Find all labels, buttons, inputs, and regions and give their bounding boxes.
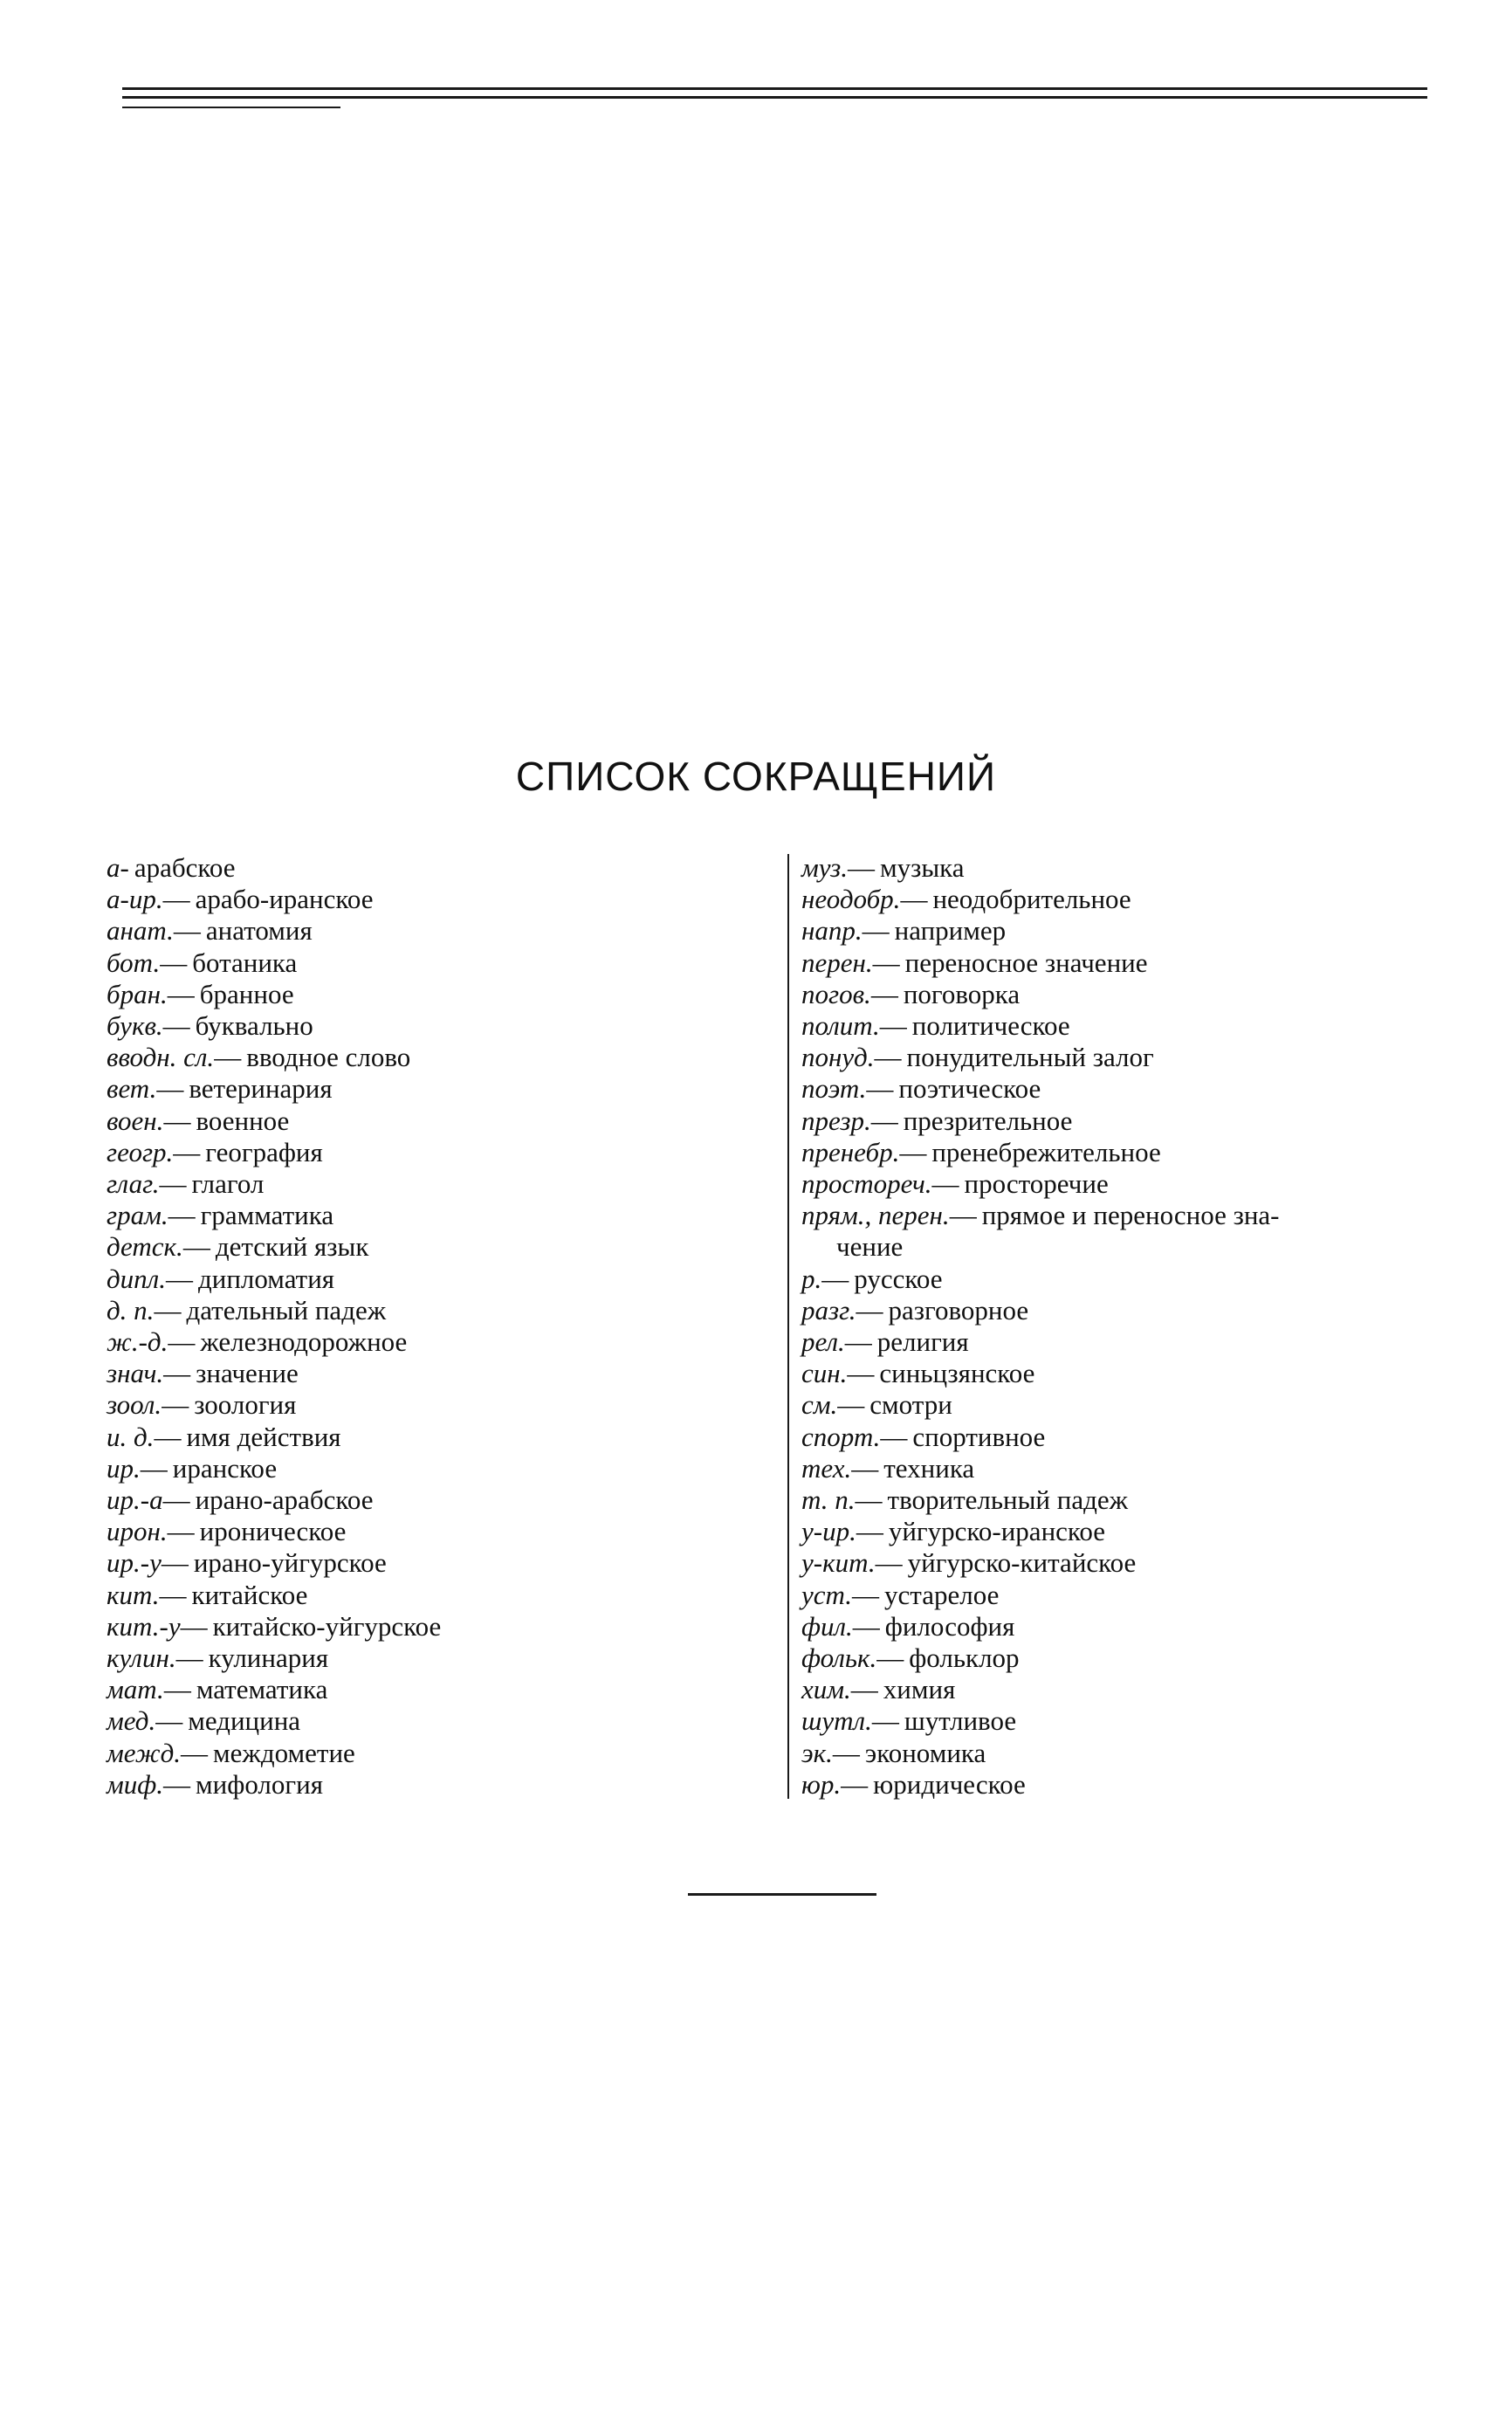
- separator-dash: —: [163, 1358, 191, 1389]
- abbreviation: шутл.: [801, 1705, 872, 1737]
- abbreviation-meaning: дипломатия: [197, 1263, 335, 1294]
- abbreviation: букв.: [107, 1010, 163, 1042]
- abbreviation: эк.: [801, 1737, 833, 1768]
- separator-dash: —: [847, 852, 875, 883]
- separator-dash: —: [931, 1168, 959, 1200]
- abbreviation-entry: [107, 1010, 770, 1042]
- abbreviation: простореч.: [801, 1168, 932, 1200]
- abbreviation-meaning: презрительное: [903, 1105, 1073, 1136]
- abbreviation-meaning: философия: [884, 1610, 1015, 1642]
- abbreviation-entry: [107, 1738, 770, 1769]
- abbreviation: детск.: [107, 1231, 183, 1263]
- separator-dash: —: [832, 1737, 860, 1768]
- abbreviation-entry: [801, 1105, 1500, 1137]
- separator-dash: —: [850, 1674, 878, 1705]
- abbreviation-meaning: ирано-арабское: [195, 1484, 374, 1516]
- abbreviation-entry: [107, 1453, 770, 1484]
- abbreviation-entry: [107, 852, 770, 884]
- abbreviation-meaning: ботаника: [192, 947, 298, 978]
- bottom-rule: [688, 1893, 876, 1896]
- abbreviation-meaning: творительный падеж: [887, 1484, 1129, 1516]
- abbreviation-entry: [107, 1295, 770, 1326]
- abbreviation-meaning: синьцзянское: [879, 1358, 1035, 1389]
- abbreviation-entry: [801, 1738, 1500, 1769]
- abbreviation: презр.: [801, 1105, 871, 1136]
- abbreviation-meaning: ироническое: [199, 1516, 347, 1547]
- abbreviation-entry: [801, 1769, 1500, 1801]
- abbreviation: уст.: [801, 1579, 853, 1610]
- separator-dash: —: [847, 1358, 875, 1389]
- abbreviation-entry: [801, 979, 1500, 1010]
- abbreviation: пренебр.: [801, 1136, 900, 1167]
- abbreviation-meaning: смотри: [869, 1389, 952, 1421]
- abbreviation: а-: [107, 852, 129, 883]
- separator-dash: —: [852, 1579, 880, 1610]
- abbreviation-meaning: медицина: [188, 1705, 301, 1737]
- abbreviation-meaning: китайско-уйгурское: [212, 1610, 442, 1642]
- abbreviation-entry: [107, 1231, 770, 1263]
- abbreviation-meaning: устарелое: [884, 1579, 1000, 1610]
- separator-dash: —: [168, 1200, 196, 1231]
- abbreviation-entry: [801, 1611, 1500, 1642]
- abbreviation-entry: [801, 1326, 1500, 1358]
- abbreviation-entry: [801, 1358, 1500, 1389]
- separator-dash: —: [844, 1326, 872, 1358]
- abbreviation: бот.: [107, 947, 161, 978]
- abbreviation-meaning: ирано-уйгурское: [193, 1547, 387, 1579]
- abbreviation: ир.-а: [107, 1484, 163, 1516]
- abbreviation-entry: [801, 852, 1500, 884]
- abbreviation-meaning: анатомия: [205, 915, 313, 947]
- abbreviation: у-кит.: [801, 1547, 876, 1579]
- abbreviation-entry: [801, 947, 1500, 979]
- separator-dash: —: [870, 1105, 898, 1136]
- abbreviation-entry: [107, 1389, 770, 1421]
- abbreviation: геогр.: [107, 1136, 174, 1167]
- abbreviation-meaning: поэтическое: [898, 1073, 1041, 1105]
- abbreviation-meaning: пренебрежительное: [931, 1136, 1161, 1167]
- abbreviation-entry: [107, 1642, 770, 1674]
- abbreviation-meaning: разговорное: [888, 1294, 1029, 1326]
- abbreviation-meaning: например: [894, 915, 1007, 947]
- abbreviation-meaning: техника: [883, 1452, 975, 1484]
- abbreviation-meaning: китайское: [191, 1579, 308, 1610]
- abbreviation-meaning: глагол: [191, 1168, 265, 1200]
- separator-dash: —: [160, 947, 188, 978]
- separator-dash: —: [154, 1421, 182, 1452]
- abbreviation-entry: [801, 1073, 1500, 1105]
- separator-dash: —: [856, 1516, 883, 1547]
- abbreviation: понуд.: [801, 1042, 875, 1073]
- abbreviation-meaning: арабо-иранское: [195, 884, 374, 915]
- separator-dash: —: [876, 1642, 904, 1674]
- abbreviation-entry: [801, 1580, 1500, 1611]
- abbreviation: грам.: [107, 1200, 168, 1231]
- abbreviation-meaning: экономика: [864, 1737, 986, 1768]
- abbreviation-meaning: военное: [196, 1105, 290, 1136]
- separator-dash: —: [874, 1042, 902, 1073]
- abbreviation-meaning: переносное значение: [904, 947, 1148, 978]
- separator-dash: —: [856, 1294, 883, 1326]
- abbreviation: разг.: [801, 1294, 856, 1326]
- separator-dash: —: [855, 1484, 883, 1516]
- abbreviation-entry: [801, 1389, 1500, 1421]
- separator-dash: —: [880, 1421, 908, 1452]
- abbreviation-entry: [107, 1516, 770, 1547]
- separator-dash: —: [872, 947, 900, 978]
- abbreviation-entry: [107, 1547, 770, 1579]
- separator-dash: —: [841, 1768, 869, 1800]
- abbreviation: хим.: [801, 1674, 851, 1705]
- separator-dash: —: [168, 1326, 196, 1358]
- abbreviation-entry: [801, 1200, 1500, 1263]
- abbreviation-meaning: кулинария: [208, 1642, 329, 1674]
- abbreviation-entry: [107, 1326, 770, 1358]
- abbreviation-meaning: уйгурско-китайское: [907, 1547, 1137, 1579]
- abbreviation: напр.: [801, 915, 863, 947]
- separator-dash: —: [167, 978, 195, 1009]
- abbreviation: у-ир.: [801, 1516, 856, 1547]
- separator-dash: —: [155, 1705, 183, 1737]
- separator-dash: —: [899, 1136, 927, 1167]
- separator-dash: —: [154, 1294, 182, 1326]
- separator-dash: —: [162, 1389, 189, 1421]
- abbreviation: спорт.: [801, 1421, 881, 1452]
- abbreviation: мат.: [107, 1674, 164, 1705]
- abbreviation-meaning: зоология: [194, 1389, 297, 1421]
- abbreviation: воен.: [107, 1105, 164, 1136]
- abbreviation: знач.: [107, 1358, 164, 1389]
- abbreviation-meaning: спортивное: [912, 1421, 1046, 1452]
- abbreviation-entry: [107, 1611, 770, 1642]
- abbreviation-meaning: политическое: [911, 1010, 1070, 1042]
- abbreviation-entry: [107, 947, 770, 979]
- abbreviation: бран.: [107, 978, 168, 1009]
- separator-dash: —: [140, 1452, 168, 1484]
- separator-dash: —: [162, 884, 190, 915]
- abbreviation: глаг.: [107, 1168, 160, 1200]
- abbreviation-entry: [107, 1042, 770, 1073]
- abbreviation-entry: [107, 1705, 770, 1737]
- abbreviation-meaning: прямое и переносное зна-: [981, 1200, 1280, 1231]
- abbreviation-entry: [107, 1200, 770, 1231]
- abbreviation-meaning: вводное слово: [246, 1042, 411, 1073]
- separator-dash: —: [182, 1231, 210, 1263]
- abbreviation-meaning: шутливое: [904, 1705, 1017, 1737]
- separator-dash: —: [162, 1484, 190, 1516]
- abbreviation-entry: [801, 915, 1500, 947]
- abbreviation-meaning: поговорка: [903, 978, 1021, 1009]
- abbreviation-meaning: бранное: [199, 978, 294, 1009]
- abbreviation-entry: [107, 1137, 770, 1168]
- abbreviation-entry: [107, 1168, 770, 1200]
- abbreviation: ирон.: [107, 1516, 168, 1547]
- abbreviation: ж.-д.: [107, 1326, 168, 1358]
- abbreviation: ир.: [107, 1452, 141, 1484]
- abbreviation-meaning: значение: [196, 1358, 299, 1389]
- abbreviation: д. п.: [107, 1294, 155, 1326]
- abbreviation-entry: [801, 1642, 1500, 1674]
- separator-dash: —: [159, 1579, 187, 1610]
- abbreviation-entry: [801, 884, 1500, 915]
- abbreviation: р.: [801, 1263, 822, 1294]
- abbreviation: перен.: [801, 947, 873, 978]
- abbreviation-entry: [801, 1547, 1500, 1579]
- abbreviation-entry: [801, 1516, 1500, 1547]
- separator-dash: —: [875, 1547, 903, 1579]
- separator-dash: —: [870, 978, 898, 1009]
- abbreviation-meaning: география: [205, 1136, 323, 1167]
- abbreviation-entry: [107, 1073, 770, 1105]
- abbreviation: миф.: [107, 1768, 164, 1800]
- abbreviation-entry: [107, 1358, 770, 1389]
- abbreviation: муз.: [801, 852, 848, 883]
- abbreviation-entry: [801, 1264, 1500, 1295]
- abbreviation: зоол.: [107, 1389, 162, 1421]
- abbreviation-meaning: буквально: [195, 1010, 313, 1042]
- separator-dash: —: [162, 1010, 190, 1042]
- abbreviation: полит.: [801, 1010, 880, 1042]
- abbreviation-entry: [801, 1295, 1500, 1326]
- abbreviation-entry: [107, 1264, 770, 1295]
- abbreviation-meaning: иранское: [172, 1452, 278, 1484]
- abbreviation-entry: [801, 1705, 1500, 1737]
- abbreviation-meaning: грамматика: [200, 1200, 334, 1231]
- top-rule-second: [122, 96, 1427, 99]
- separator-dash: —: [852, 1610, 880, 1642]
- separator-dash: —: [851, 1452, 879, 1484]
- separator-dash: —: [163, 1768, 191, 1800]
- abbreviation: фил.: [801, 1610, 853, 1642]
- abbreviation-meaning: неодобрительное: [932, 884, 1131, 915]
- abbreviation: тех.: [801, 1452, 852, 1484]
- abbreviation-entry: [107, 915, 770, 947]
- abbreviation-meaning: фольклор: [909, 1642, 1020, 1674]
- abbreviation-meaning: детский язык: [215, 1231, 369, 1263]
- abbreviation: кит.-у: [107, 1610, 181, 1642]
- abbreviation-entry: [801, 1422, 1500, 1453]
- separator-dash: —: [949, 1200, 977, 1231]
- abbreviation-entry: [107, 1422, 770, 1453]
- abbreviations-left-column: [107, 852, 770, 1801]
- abbreviation-entry: [801, 1168, 1500, 1200]
- abbreviation-meaning: железнодорожное: [200, 1326, 408, 1358]
- column-divider: [787, 854, 789, 1799]
- abbreviation-meaning: юридическое: [873, 1768, 1026, 1800]
- separator-dash: —: [181, 1737, 209, 1768]
- separator-dash: —: [165, 1263, 193, 1294]
- abbreviation-entry: [801, 1137, 1500, 1168]
- abbreviation: ир.-у: [107, 1547, 162, 1579]
- abbreviation-entry: [107, 1769, 770, 1801]
- abbreviation: неодобр.: [801, 884, 901, 915]
- separator-dash: —: [879, 1010, 907, 1042]
- meaning-continuation: чение: [836, 1231, 904, 1263]
- abbreviation-meaning: понудительный залог: [906, 1042, 1154, 1073]
- abbreviation: фольк.: [801, 1642, 877, 1674]
- top-rule: [122, 87, 1427, 90]
- abbreviation: т. п.: [801, 1484, 856, 1516]
- abbreviation: межд.: [107, 1737, 182, 1768]
- abbreviation: а-ир.: [107, 884, 163, 915]
- abbreviation-entry: [107, 1674, 770, 1705]
- abbreviation-meaning: имя действия: [186, 1421, 341, 1452]
- abbreviation-meaning: просторечие: [964, 1168, 1109, 1200]
- abbreviation: вет.: [107, 1073, 157, 1105]
- abbreviation: вводн. сл.: [107, 1042, 215, 1073]
- separator-dash: —: [871, 1705, 899, 1737]
- separator-dash: —: [175, 1642, 203, 1674]
- abbreviation: дипл.: [107, 1263, 166, 1294]
- separator-dash: —: [161, 1547, 189, 1579]
- separator-dash: —: [180, 1610, 208, 1642]
- abbreviation-entry: [107, 884, 770, 915]
- abbreviation: погов.: [801, 978, 871, 1009]
- abbreviation: рел.: [801, 1326, 845, 1358]
- abbreviation: поэт.: [801, 1073, 867, 1105]
- separator-dash: —: [159, 1168, 187, 1200]
- abbreviation-meaning: дательный падеж: [186, 1294, 387, 1326]
- abbreviations-right-column: [801, 852, 1500, 1801]
- separator-dash: —: [163, 1105, 191, 1136]
- abbreviation-meaning: химия: [883, 1674, 956, 1705]
- abbreviation-entry: [801, 1674, 1500, 1705]
- separator-dash: —: [821, 1263, 849, 1294]
- abbreviation-entry: [801, 1042, 1500, 1073]
- page-title: СПИСОК СОКРАЩЕНИЙ: [515, 754, 997, 799]
- abbreviation: прям., перен.: [801, 1200, 950, 1231]
- separator-dash: —: [167, 1516, 195, 1547]
- abbreviation: мед.: [107, 1705, 156, 1737]
- abbreviation-entry: [801, 1484, 1500, 1516]
- abbreviation-meaning: междометие: [213, 1737, 355, 1768]
- abbreviation-meaning: уйгурско-иранское: [888, 1516, 1106, 1547]
- separator-dash: —: [866, 1073, 894, 1105]
- abbreviation: анат.: [107, 915, 174, 947]
- abbreviation-meaning: мифология: [196, 1768, 323, 1800]
- top-rule-short: [122, 107, 340, 108]
- abbreviation: кит.: [107, 1579, 160, 1610]
- abbreviation: син.: [801, 1358, 848, 1389]
- abbreviation: кулин.: [107, 1642, 176, 1674]
- separator-dash: —: [163, 1674, 191, 1705]
- abbreviation: юр.: [801, 1768, 842, 1800]
- separator-dash: —: [862, 915, 890, 947]
- separator-dash: —: [214, 1042, 242, 1073]
- abbreviation-entry: [801, 1453, 1500, 1484]
- abbreviation-meaning: арабское: [134, 852, 236, 883]
- abbreviation-meaning: математика: [196, 1674, 328, 1705]
- abbreviation-meaning: религия: [876, 1326, 969, 1358]
- separator-dash: —: [837, 1389, 865, 1421]
- separator-dash: —: [900, 884, 928, 915]
- abbreviation-entry: [801, 1010, 1500, 1042]
- abbreviation-entry: [107, 1484, 770, 1516]
- abbreviation-entry: [107, 1105, 770, 1137]
- abbreviation: см.: [801, 1389, 838, 1421]
- separator-dash: —: [156, 1073, 184, 1105]
- abbreviation-entry: [107, 1580, 770, 1611]
- abbreviation-meaning: русское: [854, 1263, 943, 1294]
- abbreviation-meaning: музыка: [879, 852, 965, 883]
- abbreviation: и. д.: [107, 1421, 155, 1452]
- abbreviation-entry: [107, 979, 770, 1010]
- separator-dash: —: [173, 915, 201, 947]
- abbreviation-meaning: ветеринария: [189, 1073, 333, 1105]
- separator-dash: —: [173, 1136, 201, 1167]
